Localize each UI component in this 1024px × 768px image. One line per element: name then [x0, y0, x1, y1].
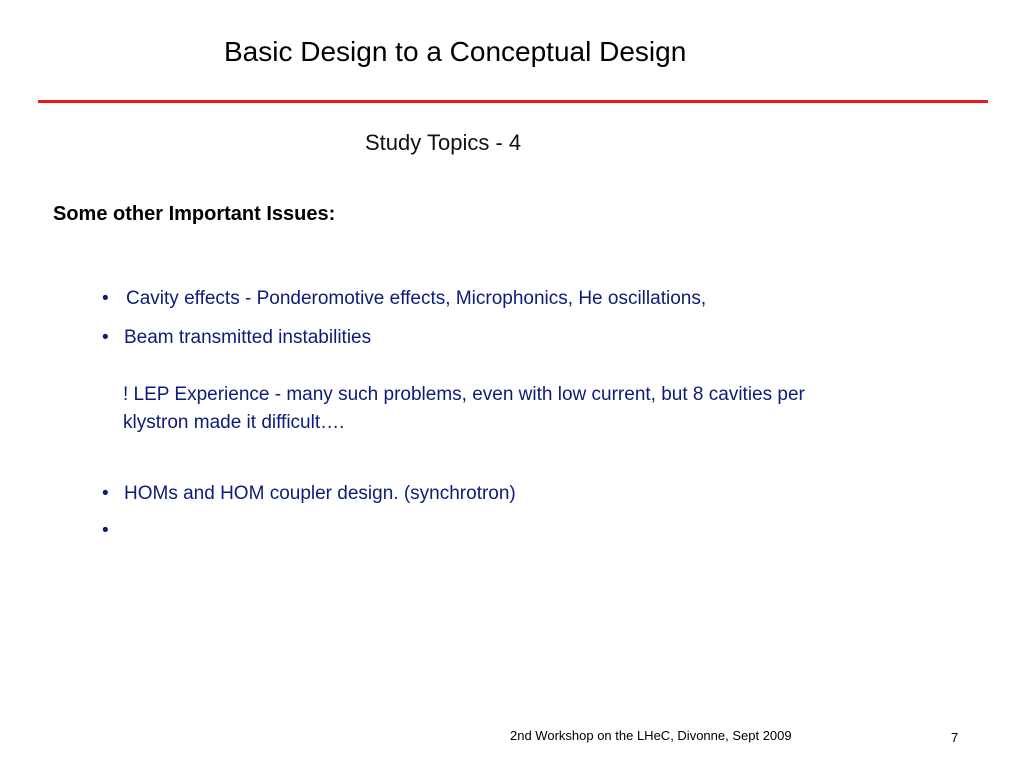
page-number: 7: [951, 730, 959, 745]
bullet-item: [102, 483, 516, 505]
footer-text: 2nd Workshop on the LHeC, Divonne, Sept 2009: [510, 728, 792, 743]
bullet-text: HOMs and HOM coupler design. (synchrotron): [124, 483, 516, 504]
section-heading: Some other Important Issues:: [53, 203, 336, 225]
title-divider: [38, 100, 988, 103]
note-line: ! LEP Experience - many such problems, even with low current, but 8 cavities per: [123, 384, 805, 405]
bullet-item: [102, 327, 371, 349]
bullet-text: Cavity effects - Ponderomotive effects, Microphonics, He oscillations,: [126, 288, 707, 309]
slide-title: Basic Design to a Conceptual Design: [224, 36, 687, 67]
bullet-marker: •: [102, 327, 109, 348]
bullet-marker: •: [102, 288, 109, 309]
bullet-marker: •: [102, 483, 109, 504]
bullet-text: Beam transmitted instabilities: [124, 327, 372, 348]
slide-subtitle: Study Topics - 4: [365, 130, 522, 155]
bullet-marker: •: [102, 520, 109, 541]
bullet-item-empty: [102, 520, 109, 542]
bullet-item: [102, 288, 706, 310]
note-line: klystron made it difficult….: [123, 412, 345, 433]
lep-experience-note: [123, 381, 805, 437]
